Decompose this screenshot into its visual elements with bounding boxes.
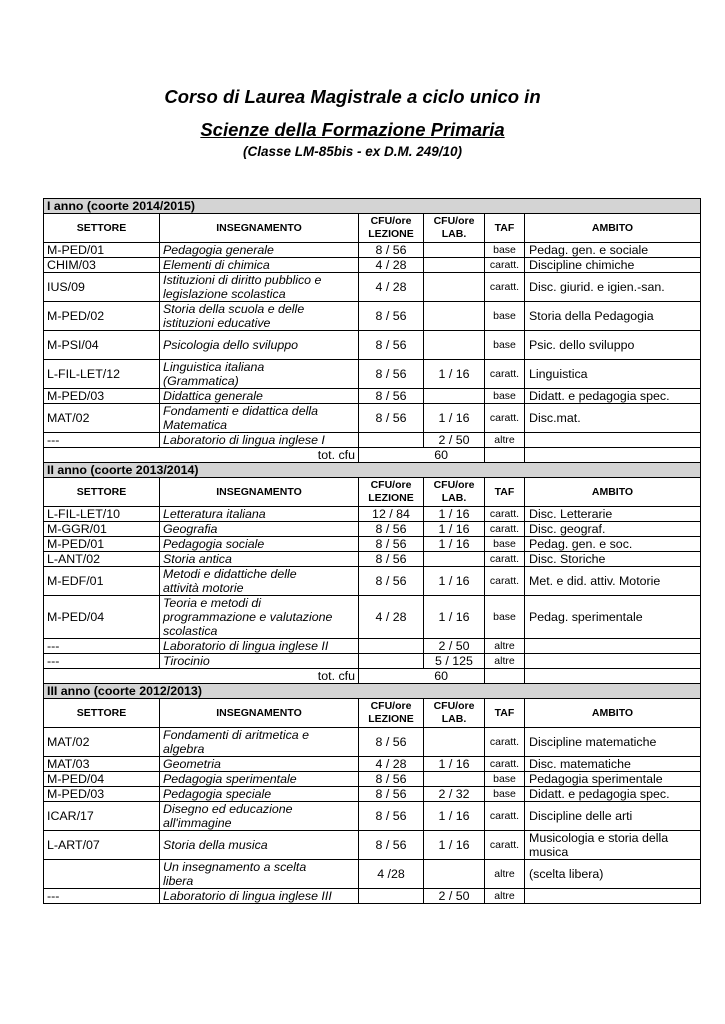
total-empty-taf xyxy=(485,448,525,463)
cell-line: Pedagogia sperimentale xyxy=(529,772,663,786)
cell-line: Storia della musica xyxy=(163,838,268,852)
lab-cell: 1 / 16 xyxy=(424,831,485,860)
course-row xyxy=(44,360,701,389)
cell-line: Geografia xyxy=(163,522,218,536)
cell-line: Pedag. gen. e soc. xyxy=(529,537,633,551)
lab-cell xyxy=(424,728,485,757)
ambito-cell xyxy=(525,889,701,904)
ambito-cell xyxy=(525,860,701,889)
course-row xyxy=(44,567,701,596)
ambito-cell xyxy=(525,537,701,552)
cell-line: Pedagogia generale xyxy=(163,243,274,257)
settore-cell: L-ART/07 xyxy=(44,831,160,860)
col-lab xyxy=(424,699,485,728)
taf-cell: base xyxy=(485,596,525,639)
taf-cell: base xyxy=(485,243,525,258)
course-row xyxy=(44,787,701,802)
course-row xyxy=(44,404,701,433)
lezione-cell xyxy=(359,639,424,654)
taf-cell: caratt. xyxy=(485,360,525,389)
ambito-cell xyxy=(525,552,701,567)
insegnamento-cell xyxy=(160,860,359,889)
col-settore: SETTORE xyxy=(44,214,160,243)
settore-cell: M-PED/03 xyxy=(44,389,160,404)
column-header-row xyxy=(44,214,701,243)
course-row xyxy=(44,831,701,860)
cell-line: Disc. matematiche xyxy=(529,757,631,771)
cell-line: Didatt. e pedagogia spec. xyxy=(529,787,670,801)
cell-line: libera xyxy=(163,874,194,888)
cell-line: Teoria e metodi di xyxy=(163,596,262,610)
ambito-cell xyxy=(525,389,701,404)
cell-line: Pedag. gen. e sociale xyxy=(529,243,649,257)
cell-line: Elementi di chimica xyxy=(163,258,270,272)
lezione-cell: 8 / 56 xyxy=(359,567,424,596)
settore-cell: M-EDF/01 xyxy=(44,567,160,596)
insegnamento-cell xyxy=(160,243,359,258)
settore-cell: M-GGR/01 xyxy=(44,522,160,537)
settore-cell: CHIM/03 xyxy=(44,258,160,273)
lab-cell: 2 / 50 xyxy=(424,889,485,904)
lezione-cell: 4 / 28 xyxy=(359,273,424,302)
cell-line: Tirocinio xyxy=(163,654,210,668)
taf-cell: altre xyxy=(485,860,525,889)
ambito-cell xyxy=(525,831,701,860)
total-value: 60 xyxy=(359,448,485,463)
ambito-cell xyxy=(525,802,701,831)
ambito-cell xyxy=(525,243,701,258)
total-value: 60 xyxy=(359,669,485,684)
taf-cell: caratt. xyxy=(485,258,525,273)
lezione-cell: 12 / 84 xyxy=(359,507,424,522)
insegnamento-cell xyxy=(160,654,359,669)
lab-cell: 1 / 16 xyxy=(424,537,485,552)
lezione-cell xyxy=(359,889,424,904)
cell-line: algebra xyxy=(163,742,205,756)
lezione-cell: 4 / 28 xyxy=(359,596,424,639)
course-row xyxy=(44,243,701,258)
settore-cell: M-PED/04 xyxy=(44,772,160,787)
cell-line: Matematica xyxy=(163,418,228,432)
cell-line: Fondamenti di aritmetica e xyxy=(163,728,310,742)
taf-cell: altre xyxy=(485,654,525,669)
col-insegnamento: INSEGNAMENTO xyxy=(160,699,359,728)
lezione-cell: 8 / 56 xyxy=(359,302,424,331)
lab-cell xyxy=(424,331,485,360)
insegnamento-cell xyxy=(160,522,359,537)
course-row xyxy=(44,757,701,772)
cell-line: Linguistica xyxy=(529,367,588,381)
lab-cell: 1 / 16 xyxy=(424,596,485,639)
cell-line: CFU/ore xyxy=(433,700,475,712)
insegnamento-cell xyxy=(160,360,359,389)
settore-cell: L-ANT/02 xyxy=(44,552,160,567)
ambito-cell xyxy=(525,757,701,772)
course-row xyxy=(44,389,701,404)
lab-cell: 1 / 16 xyxy=(424,757,485,772)
settore-cell: MAT/02 xyxy=(44,728,160,757)
settore-cell: --- xyxy=(44,433,160,448)
taf-cell: caratt. xyxy=(485,522,525,537)
lab-cell xyxy=(424,302,485,331)
cell-line: all'immagine xyxy=(163,816,232,830)
cell-line: attività motorie xyxy=(163,581,244,595)
cell-line: (Grammatica) xyxy=(163,374,239,388)
study-plan-body xyxy=(44,199,701,904)
course-row xyxy=(44,889,701,904)
cell-line: Didatt. e pedagogia spec. xyxy=(529,389,670,403)
col-insegnamento: INSEGNAMENTO xyxy=(160,478,359,507)
cell-line: Disc. Letterarie xyxy=(529,507,613,521)
taf-cell: caratt. xyxy=(485,273,525,302)
col-settore: SETTORE xyxy=(44,478,160,507)
settore-cell: M-PED/02 xyxy=(44,302,160,331)
lab-cell xyxy=(424,860,485,889)
cell-line: Psic. dello sviluppo xyxy=(529,338,635,352)
lezione-cell xyxy=(359,654,424,669)
year-title: II anno (coorte 2013/2014) xyxy=(44,463,701,478)
col-ambito: AMBITO xyxy=(525,699,701,728)
cell-line: Pedagogia sperimentale xyxy=(163,772,297,786)
settore-cell: IUS/09 xyxy=(44,273,160,302)
settore-cell: M-PED/04 xyxy=(44,596,160,639)
taf-cell: caratt. xyxy=(485,552,525,567)
cell-line: Discipline matematiche xyxy=(529,735,657,749)
ambito-cell xyxy=(525,772,701,787)
lezione-cell: 4 / 28 xyxy=(359,258,424,273)
insegnamento-cell xyxy=(160,302,359,331)
cell-line: Disc. Storiche xyxy=(529,552,606,566)
lab-cell: 1 / 16 xyxy=(424,567,485,596)
total-label: tot. cfu xyxy=(44,448,359,463)
lezione-cell: 4 / 28 xyxy=(359,757,424,772)
ambito-cell xyxy=(525,433,701,448)
insegnamento-cell xyxy=(160,433,359,448)
col-ambito: AMBITO xyxy=(525,478,701,507)
insegnamento-cell xyxy=(160,273,359,302)
taf-cell: caratt. xyxy=(485,757,525,772)
insegnamento-cell xyxy=(160,728,359,757)
taf-cell: base xyxy=(485,389,525,404)
lab-cell xyxy=(424,772,485,787)
settore-cell: M-PSI/04 xyxy=(44,331,160,360)
taf-cell: altre xyxy=(485,889,525,904)
cell-line: Pedagogia speciale xyxy=(163,787,272,801)
settore-cell: MAT/03 xyxy=(44,757,160,772)
cell-line: istituzioni educative xyxy=(163,316,271,330)
cell-line: Pedagogia sociale xyxy=(163,537,265,551)
taf-cell: base xyxy=(485,772,525,787)
taf-cell: base xyxy=(485,331,525,360)
cell-line: Disegno ed educazione xyxy=(163,802,293,816)
cell-line: Geometria xyxy=(163,757,221,771)
column-header-row xyxy=(44,478,701,507)
course-row xyxy=(44,273,701,302)
taf-cell: altre xyxy=(485,639,525,654)
course-row xyxy=(44,860,701,889)
lezione-cell: 8 / 56 xyxy=(359,243,424,258)
lezione-cell: 8 / 56 xyxy=(359,389,424,404)
cell-line: legislazione scolastica xyxy=(163,287,286,301)
total-row xyxy=(44,448,701,463)
ambito-cell xyxy=(525,331,701,360)
insegnamento-cell xyxy=(160,757,359,772)
settore-cell: ICAR/17 xyxy=(44,802,160,831)
cell-line: Storia della scuola e delle xyxy=(163,302,305,316)
ambito-cell xyxy=(525,567,701,596)
col-lezione xyxy=(359,214,424,243)
taf-cell: caratt. xyxy=(485,567,525,596)
taf-cell: caratt. xyxy=(485,728,525,757)
course-row xyxy=(44,552,701,567)
settore-cell xyxy=(44,860,160,889)
cell-line: programmazione e valutazione xyxy=(163,610,333,624)
lab-cell: 1 / 16 xyxy=(424,522,485,537)
total-row xyxy=(44,669,701,684)
total-empty-ambito xyxy=(525,669,701,684)
ambito-cell xyxy=(525,639,701,654)
settore-cell: M-PED/01 xyxy=(44,243,160,258)
year-header-row xyxy=(44,199,701,214)
lezione-cell: 8 / 56 xyxy=(359,522,424,537)
lezione-cell xyxy=(359,433,424,448)
lab-cell: 2 / 32 xyxy=(424,787,485,802)
ambito-cell xyxy=(525,787,701,802)
column-header-row xyxy=(44,699,701,728)
study-plan-table xyxy=(43,198,701,904)
col-insegnamento: INSEGNAMENTO xyxy=(160,214,359,243)
insegnamento-cell xyxy=(160,596,359,639)
taf-cell: caratt. xyxy=(485,802,525,831)
lab-cell: 1 / 16 xyxy=(424,507,485,522)
cell-line: Laboratorio di lingua inglese II xyxy=(163,639,329,653)
lab-cell xyxy=(424,243,485,258)
cell-line: Disc. giurid. e igien.-san. xyxy=(529,280,665,294)
col-lezione xyxy=(359,478,424,507)
taf-cell: caratt. xyxy=(485,831,525,860)
insegnamento-cell xyxy=(160,639,359,654)
cell-line: Un insegnamento a scelta xyxy=(163,860,307,874)
ambito-cell xyxy=(525,302,701,331)
insegnamento-cell xyxy=(160,258,359,273)
total-empty-taf xyxy=(485,669,525,684)
year-header-row xyxy=(44,684,701,699)
lezione-cell: 8 / 56 xyxy=(359,772,424,787)
course-class: (Classe LM-85bis - ex D.M. 249/10) xyxy=(242,144,463,159)
settore-cell: L-FIL-LET/12 xyxy=(44,360,160,389)
course-row xyxy=(44,331,701,360)
insegnamento-cell xyxy=(160,772,359,787)
course-row xyxy=(44,802,701,831)
col-taf: TAF xyxy=(485,478,525,507)
cell-line: CFU/ore xyxy=(433,479,475,491)
ambito-cell xyxy=(525,273,701,302)
course-row xyxy=(44,537,701,552)
year-title: III anno (coorte 2012/2013) xyxy=(44,684,701,699)
taf-cell: base xyxy=(485,787,525,802)
insegnamento-cell xyxy=(160,404,359,433)
col-lezione xyxy=(359,699,424,728)
cell-line: Linguistica italiana xyxy=(163,360,265,374)
cell-line: CFU/ore xyxy=(433,215,475,227)
settore-cell: L-FIL-LET/10 xyxy=(44,507,160,522)
cell-line: Musicologia e storia della xyxy=(529,831,669,845)
cell-line: CFU/ore xyxy=(370,479,412,491)
ambito-cell xyxy=(525,654,701,669)
cell-line: CFU/ore xyxy=(370,215,412,227)
col-lab xyxy=(424,478,485,507)
cell-line: Discipline delle arti xyxy=(529,809,633,823)
insegnamento-cell xyxy=(160,787,359,802)
cell-line: Pedag. sperimentale xyxy=(529,610,643,624)
col-taf: TAF xyxy=(485,214,525,243)
course-row xyxy=(44,596,701,639)
cell-line: Storia della Pedagogia xyxy=(529,309,654,323)
settore-cell: --- xyxy=(44,639,160,654)
course-title-line2: Scienze della Formazione Primaria xyxy=(200,119,505,140)
lab-cell: 2 / 50 xyxy=(424,433,485,448)
insegnamento-cell xyxy=(160,802,359,831)
insegnamento-cell xyxy=(160,389,359,404)
insegnamento-cell xyxy=(160,831,359,860)
insegnamento-cell xyxy=(160,567,359,596)
taf-cell: base xyxy=(485,537,525,552)
lab-cell xyxy=(424,552,485,567)
lab-cell: 5 / 125 xyxy=(424,654,485,669)
col-lab xyxy=(424,214,485,243)
col-ambito: AMBITO xyxy=(525,214,701,243)
lezione-cell: 8 / 56 xyxy=(359,802,424,831)
course-row xyxy=(44,522,701,537)
insegnamento-cell xyxy=(160,552,359,567)
col-taf: TAF xyxy=(485,699,525,728)
lezione-cell: 8 / 56 xyxy=(359,787,424,802)
course-row xyxy=(44,507,701,522)
insegnamento-cell xyxy=(160,537,359,552)
cell-line: musica xyxy=(529,845,569,859)
lezione-cell: 8 / 56 xyxy=(359,331,424,360)
ambito-cell xyxy=(525,596,701,639)
settore-cell: M-PED/03 xyxy=(44,787,160,802)
ambito-cell xyxy=(525,728,701,757)
cell-line: Fondamenti e didattica della xyxy=(163,404,318,418)
col-settore: SETTORE xyxy=(44,699,160,728)
cell-line: Met. e did. attiv. Motorie xyxy=(529,574,661,588)
course-row xyxy=(44,258,701,273)
lezione-cell: 8 / 56 xyxy=(359,404,424,433)
cell-line: scolastica xyxy=(163,624,218,638)
cell-line: LEZIONE xyxy=(368,492,414,504)
taf-cell: base xyxy=(485,302,525,331)
lab-cell xyxy=(424,258,485,273)
lezione-cell: 8 / 56 xyxy=(359,537,424,552)
course-row xyxy=(44,654,701,669)
cell-line: Discipline chimiche xyxy=(529,258,635,272)
ambito-cell xyxy=(525,360,701,389)
year-header-row xyxy=(44,463,701,478)
insegnamento-cell xyxy=(160,331,359,360)
ambito-cell xyxy=(525,258,701,273)
settore-cell: --- xyxy=(44,654,160,669)
lezione-cell: 8 / 56 xyxy=(359,728,424,757)
total-label: tot. cfu xyxy=(44,669,359,684)
lab-cell: 1 / 16 xyxy=(424,404,485,433)
cell-line: LEZIONE xyxy=(368,713,414,725)
cell-line: Disc.mat. xyxy=(529,411,581,425)
cell-line: Disc. geograf. xyxy=(529,522,606,536)
cell-line: Didattica generale xyxy=(163,389,263,403)
lezione-cell: 4 /28 xyxy=(359,860,424,889)
cell-line: LAB. xyxy=(441,228,467,240)
insegnamento-cell xyxy=(160,507,359,522)
cell-line: Laboratorio di lingua inglese I xyxy=(163,433,325,447)
cell-line: Metodi e didattiche delle xyxy=(163,567,297,581)
settore-cell: --- xyxy=(44,889,160,904)
settore-cell: M-PED/01 xyxy=(44,537,160,552)
course-row xyxy=(44,728,701,757)
ambito-cell xyxy=(525,522,701,537)
lab-cell: 1 / 16 xyxy=(424,360,485,389)
course-row xyxy=(44,639,701,654)
taf-cell: caratt. xyxy=(485,404,525,433)
lezione-cell: 8 / 56 xyxy=(359,360,424,389)
cell-line: CFU/ore xyxy=(370,700,412,712)
cell-line: Storia antica xyxy=(163,552,232,566)
year-title: I anno (coorte 2014/2015) xyxy=(44,199,701,214)
cell-line: Laboratorio di lingua inglese III xyxy=(163,889,332,903)
cell-line: LEZIONE xyxy=(368,228,414,240)
settore-cell: MAT/02 xyxy=(44,404,160,433)
cell-line: (scelta libera) xyxy=(529,867,604,881)
insegnamento-cell xyxy=(160,889,359,904)
lab-cell: 2 / 50 xyxy=(424,639,485,654)
cell-line: Psicologia dello sviluppo xyxy=(163,338,299,352)
taf-cell: altre xyxy=(485,433,525,448)
course-row xyxy=(44,433,701,448)
lezione-cell: 8 / 56 xyxy=(359,552,424,567)
ambito-cell xyxy=(525,507,701,522)
course-row xyxy=(44,302,701,331)
lezione-cell: 8 / 56 xyxy=(359,831,424,860)
cell-line: LAB. xyxy=(441,713,467,725)
ambito-cell xyxy=(525,404,701,433)
lab-cell: 1 / 16 xyxy=(424,802,485,831)
total-empty-ambito xyxy=(525,448,701,463)
lab-cell xyxy=(424,273,485,302)
course-row xyxy=(44,772,701,787)
lab-cell xyxy=(424,389,485,404)
course-title-line1: Corso di Laurea Magistrale a ciclo unico in xyxy=(164,86,541,107)
taf-cell: caratt. xyxy=(485,507,525,522)
cell-line: Letteratura italiana xyxy=(163,507,266,521)
cell-line: LAB. xyxy=(441,492,467,504)
cell-line: Istituzioni di diritto pubblico e xyxy=(163,273,322,287)
